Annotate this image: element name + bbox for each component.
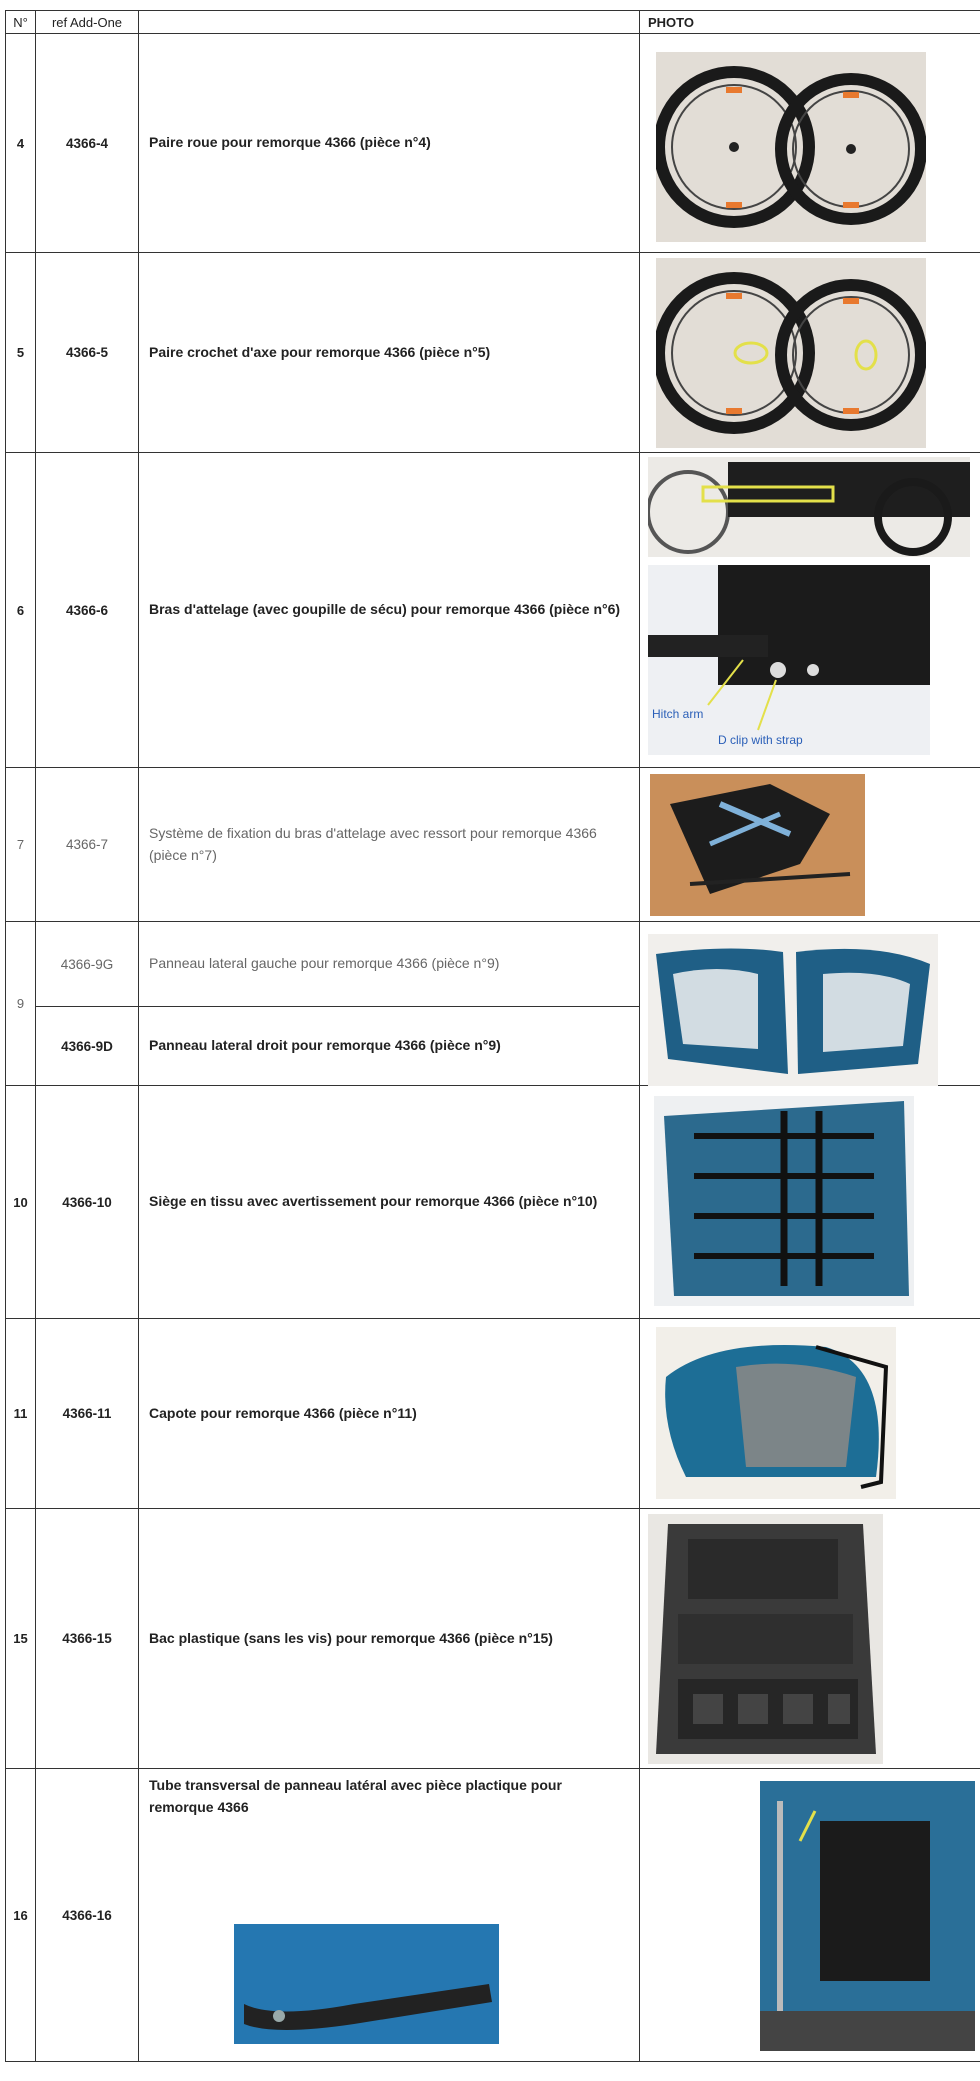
table-row — [6, 922, 980, 1007]
row-ref: 4366-7 — [36, 768, 139, 922]
row-photo-cell — [640, 1319, 980, 1509]
row-photo-cell — [640, 1769, 980, 2062]
wheels-photo — [656, 52, 926, 242]
row-no: 4 — [6, 34, 36, 253]
row-ref: 4366-10 — [36, 1086, 139, 1319]
row-desc — [139, 1769, 640, 2062]
row-photo-cell — [640, 1086, 980, 1319]
d-clip-label: D clip with strap — [718, 733, 803, 747]
row-no: 10 — [6, 1086, 36, 1319]
hitch-mount-photo — [650, 774, 865, 916]
row-ref: 4366-16 — [36, 1769, 139, 2062]
row-ref: 4366-6 — [36, 453, 139, 768]
table-row — [6, 453, 980, 768]
row-no: 15 — [6, 1509, 36, 1769]
parts-table — [5, 10, 980, 2062]
row-ref-left: 4366-9G — [36, 922, 139, 1007]
row-photo-cell — [640, 1509, 980, 1769]
row-photo-cell — [640, 253, 980, 453]
table-row — [6, 1319, 980, 1509]
row-desc: Capote pour remorque 4366 (pièce n°11) — [139, 1319, 640, 1509]
row-desc-right: Panneau lateral droit pour remorque 4366 (pièce n°9) — [139, 1007, 640, 1086]
fabric-seat-photo — [654, 1096, 914, 1306]
row-ref-right: 4366-9D — [36, 1007, 139, 1086]
plastic-tray-photo — [648, 1514, 883, 1764]
header-desc — [139, 11, 640, 34]
row-desc: Siège en tissu avec avertissement pour remorque 4366 (pièce n°10) — [139, 1086, 640, 1319]
table-row — [6, 1769, 980, 2062]
row-photo-cell — [640, 922, 980, 1086]
table-row — [6, 768, 980, 922]
table-row — [6, 1086, 980, 1319]
trailer-side-photo — [648, 457, 970, 557]
row-photo-cell — [640, 34, 980, 253]
header-photo: PHOTO — [640, 11, 980, 34]
hitch-arm-label: Hitch arm — [652, 707, 704, 721]
row-photo-cell — [640, 768, 980, 922]
canopy-photo — [656, 1327, 896, 1499]
row-ref: 4366-11 — [36, 1319, 139, 1509]
table-row — [6, 1509, 980, 1769]
cross-tube-photo — [760, 1781, 975, 2051]
table-row — [6, 34, 980, 253]
row-desc-left: Panneau lateral gauche pour remorque 4366 (pièce n°9) — [139, 922, 640, 1007]
header-no: N° — [6, 11, 36, 34]
row-no: 6 — [6, 453, 36, 768]
row-ref: 4366-5 — [36, 253, 139, 453]
wheels-axle-hook-photo — [656, 258, 926, 448]
row-no: 9 — [6, 922, 36, 1086]
side-panels-photo — [648, 934, 938, 1086]
row-desc: Système de fixation du bras d'attelage avec ressort pour remorque 4366 (pièce n°7) — [139, 768, 640, 922]
cross-tube-detail-photo — [234, 1924, 499, 2044]
row-desc: Bras d'attelage (avec goupille de sécu) pour remorque 4366 (pièce n°6) — [139, 453, 640, 768]
row-ref: 4366-4 — [36, 34, 139, 253]
row-ref: 4366-15 — [36, 1509, 139, 1769]
table-row — [6, 253, 980, 453]
row-no: 5 — [6, 253, 36, 453]
parts-table-sheet — [5, 10, 971, 2072]
row-no: 11 — [6, 1319, 36, 1509]
row-desc-text: Tube transversal de panneau latéral avec pièce plactique pour remorque 4366 — [149, 1777, 562, 1815]
header-ref: ref Add-One — [36, 11, 139, 34]
table-header-row — [6, 11, 980, 34]
row-no: 16 — [6, 1769, 36, 2062]
row-desc: Paire roue pour remorque 4366 (pièce n°4) — [139, 34, 640, 253]
row-photo-cell — [640, 453, 980, 768]
row-desc: Paire crochet d'axe pour remorque 4366 (pièce n°5) — [139, 253, 640, 453]
hitch-arm-photo — [648, 565, 930, 755]
row-no: 7 — [6, 768, 36, 922]
row-desc: Bac plastique (sans les vis) pour remorque 4366 (pièce n°15) — [139, 1509, 640, 1769]
